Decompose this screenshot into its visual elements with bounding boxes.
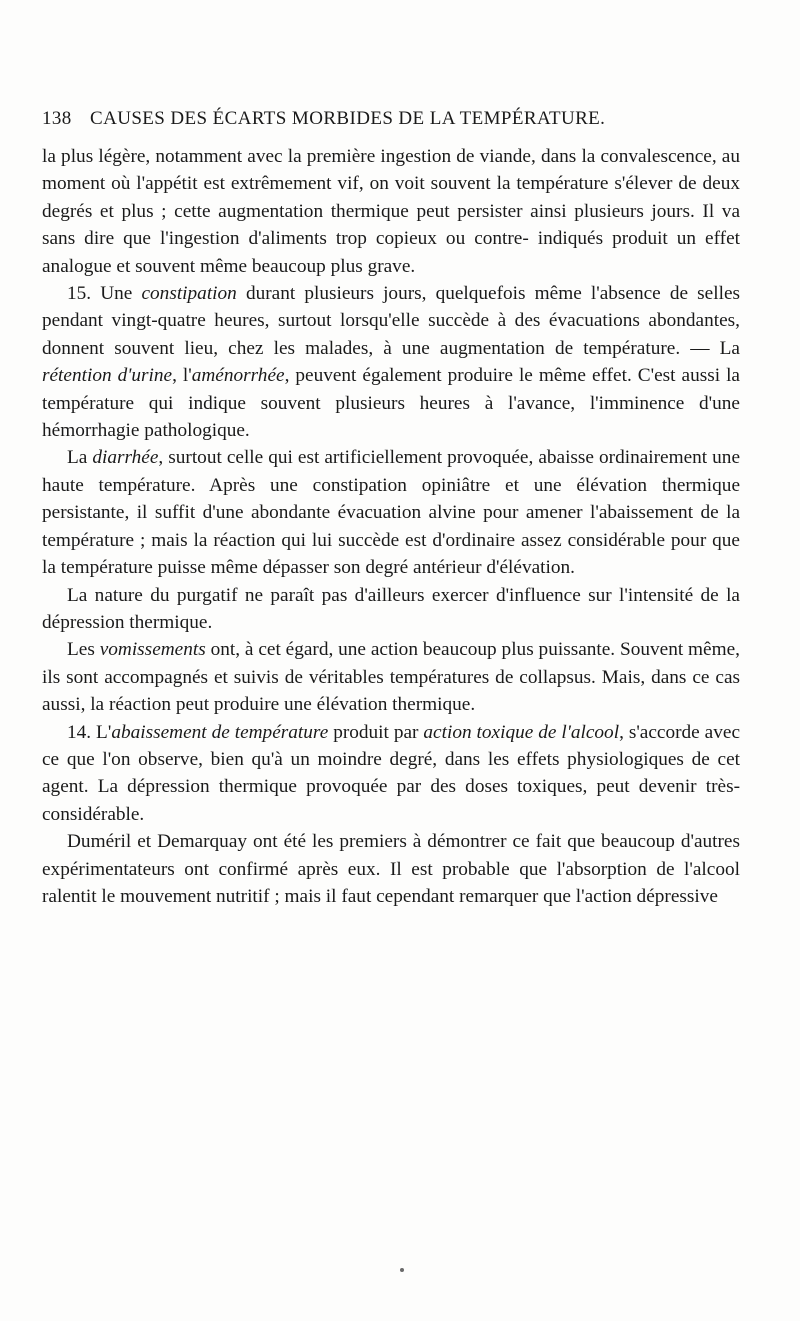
paragraph-dumeril: Duméril et Demarquay ont été les premiers à démontrer ce fait que beaucoup d'autres expérimentateurs ont confirmé après eux. Il est probable que l'absorption de l'alcool ralentit le mouvement nutritif ; mais il faut cependant remarquer que l'action dépressive — [42, 831, 740, 907]
print-speck — [400, 1268, 404, 1272]
term-diarrhee: diarrhée — [92, 447, 159, 469]
paragraph-section-15 — [42, 280, 740, 444]
paragraph-diarrhee — [42, 444, 740, 581]
paragraph-vomissements — [42, 636, 740, 718]
paragraph-continuation — [42, 143, 740, 280]
text-line: la plus légère, notamment avec la première ingestion de viande, — [42, 146, 536, 167]
term-amenorrhee: aménorrhée — [191, 365, 285, 387]
text-line: cette augmentation thermique peut persister ainsi plusieurs jours. — [174, 200, 695, 222]
running-title: CAUSES DES ÉCARTS MORBIDES DE LA TEMPÉRATURE. — [90, 108, 606, 129]
text-run: produit par — [328, 721, 424, 743]
term-constipation: constipation — [141, 283, 237, 305]
text-line: Il va sans dire que l'ingestion d'aliments trop copieux ou contre- — [42, 200, 740, 250]
text-run: Les — [67, 639, 100, 661]
text-line: indiqués produit un effet analogue et souvent même beaucoup plus — [42, 228, 740, 277]
term-retention: rétention d'urine — [42, 365, 173, 387]
text-run: durant plusieurs jours, quelquefois même l'absence de selles pendant vingt-quatre heures, surtout lorsqu'elle succède à des évacuations abondantes, donnent souvent lieu, chez les malades, à une augmentation de température. — La — [42, 283, 741, 359]
text-line: vif, on voit souvent la température s'élever de deux degrés et plus ; — [42, 173, 740, 222]
text-run: ont, à cet égard, une action beaucoup plus puissante. Souvent même, ils sont accompagnés et suivis de véritables températures de collapsus. Mais, dans ce cas aussi, la réaction peut produire une élévation thermique. — [42, 639, 740, 716]
term-action-toxique: action toxique de l'alcool — [423, 721, 620, 743]
text-run: Une — [91, 283, 142, 305]
term-abaissement: abaissement de température — [111, 721, 329, 743]
section-number: 14. — [67, 721, 92, 743]
paragraph-section-14 — [42, 719, 740, 829]
text-run: , surtout celle qui est artificiellement provoquée, abaisse ordinairement une haute température. Après une constipation opiniâtre et une élévation thermique persistante, il suffit d'une abondante évacuation alvine pour amener l'abaissement de la température ; mais la réaction qui lui succède est d'ordinaire assez considérable pour que la température puisse même dépasser son degré antérieur d'élévation. — [42, 447, 741, 579]
page-body — [42, 143, 740, 910]
text-run: , peuvent également produire le même effet. C'est aussi la température qui indique souvent plusieurs heures à l'avance, l'imminence d'une hémorrhagie pathologique. — [42, 365, 740, 442]
paragraph-purgatif: La nature du purgatif ne paraît pas d'ailleurs exercer d'influence sur l'intensité de la dépression thermique. — [42, 584, 740, 633]
page-number: 138 — [42, 108, 72, 129]
text-run: L' — [91, 721, 112, 743]
section-number: 15. — [67, 283, 92, 305]
text-run: La — [67, 447, 93, 469]
running-header — [42, 108, 742, 130]
term-vomissements: vomissements — [99, 639, 206, 661]
text-line: grave. — [367, 255, 416, 277]
text-line: dans la convalescence, au moment où l'appétit est extrêmement — [42, 146, 740, 195]
text-run: , l' — [172, 365, 192, 387]
text-run: , s'accorde avec ce que l'on observe, bien qu'à un moindre degré, dans les effets physiologiques de cet agent. La dépression thermique provoquée par des doses toxiques, peut devenir très-considérable. — [42, 721, 740, 825]
